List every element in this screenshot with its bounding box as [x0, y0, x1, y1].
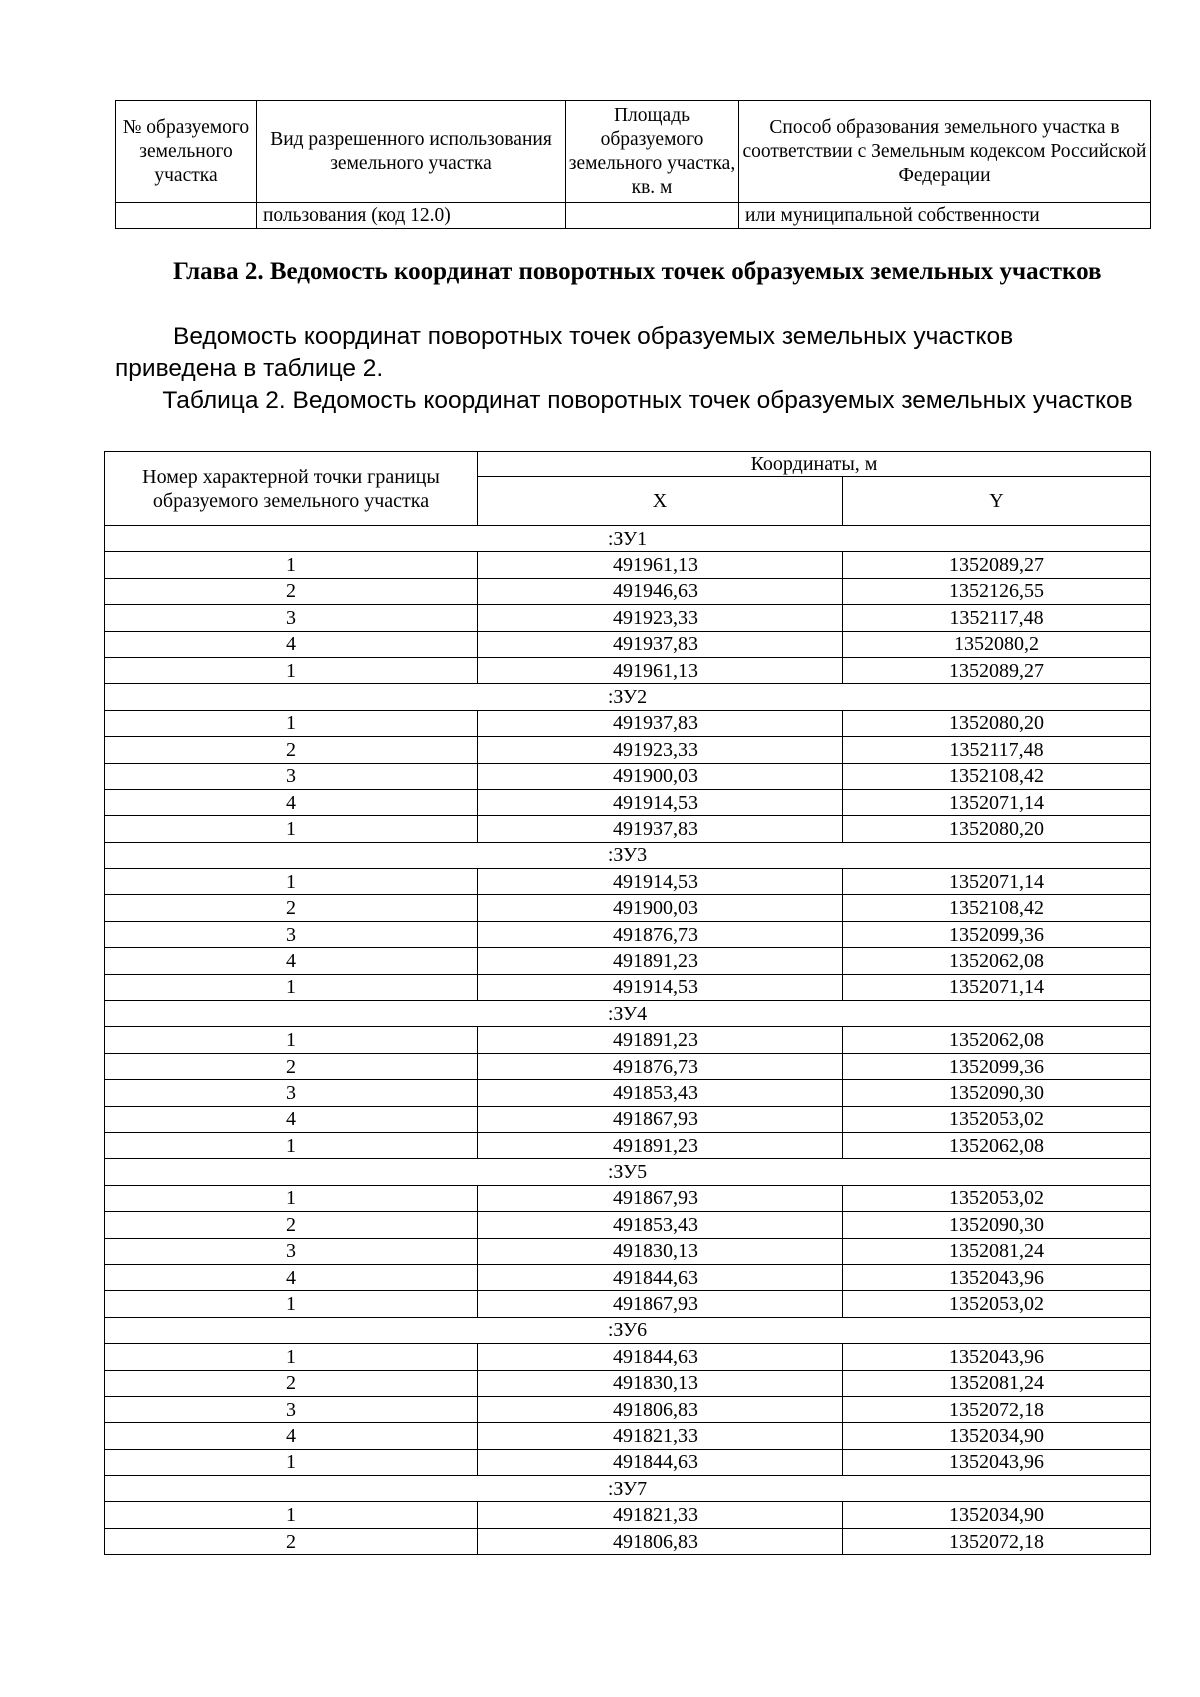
- table-row: [105, 1528, 1151, 1554]
- y-coordinate-cell: 1352080,20: [843, 816, 1151, 842]
- plot-group-label: :ЗУ3: [105, 842, 1151, 868]
- y-coordinate-cell: 1352089,27: [843, 552, 1151, 578]
- table-row: [105, 1080, 1151, 1106]
- table-cell: или муниципальной собственности: [739, 203, 1151, 229]
- point-number-cell: 1: [105, 1027, 478, 1053]
- point-number-cell: 1: [105, 816, 478, 842]
- x-coordinate-cell: 491867,93: [478, 1291, 843, 1317]
- table1-header-row: [116, 101, 1151, 203]
- point-number-cell: 4: [105, 948, 478, 974]
- x-coordinate-cell: 491830,13: [478, 1370, 843, 1396]
- point-number-cell: 3: [105, 1080, 478, 1106]
- x-coordinate-cell: 491806,83: [478, 1528, 843, 1554]
- y-coordinate-cell: 1352090,30: [843, 1212, 1151, 1238]
- table-row: [105, 1370, 1151, 1396]
- y-coordinate-cell: 1352071,14: [843, 974, 1151, 1000]
- x-coordinate-cell: 491844,63: [478, 1344, 843, 1370]
- table-cell: пользования (код 12.0): [257, 203, 566, 229]
- table-row: [116, 203, 1151, 229]
- plot-group-label: :ЗУ2: [105, 684, 1151, 710]
- table-row: [105, 763, 1151, 789]
- table-caption: Таблица 2. Ведомость координат поворотных точек образуемых земельных участков: [162, 387, 1133, 414]
- table-row: [105, 1344, 1151, 1370]
- plot-group-row: [105, 1159, 1151, 1185]
- x-coordinate-cell: 491806,83: [478, 1396, 843, 1422]
- plot-group-label: :ЗУ4: [105, 1001, 1151, 1027]
- y-coordinate-cell: 1352043,96: [843, 1449, 1151, 1475]
- x-coordinate-cell: 491853,43: [478, 1212, 843, 1238]
- x-coordinate-cell: 491844,63: [478, 1449, 843, 1475]
- header-formation-method: Способ образования земельного участка в соответствии с Земельным кодексом Российской Федерации: [739, 101, 1151, 203]
- table-row: [105, 737, 1151, 763]
- point-number-cell: 1: [105, 1344, 478, 1370]
- point-number-cell: 3: [105, 1238, 478, 1264]
- point-number-cell: 3: [105, 605, 478, 631]
- plot-group-label: :ЗУ1: [105, 526, 1151, 552]
- x-coordinate-cell: 491937,83: [478, 710, 843, 736]
- plot-group-row: [105, 1001, 1151, 1027]
- y-coordinate-cell: 1352117,48: [843, 737, 1151, 763]
- point-number-cell: 1: [105, 552, 478, 578]
- plot-group-row: [105, 684, 1151, 710]
- y-coordinate-cell: 1352099,36: [843, 921, 1151, 947]
- x-coordinate-cell: 491937,83: [478, 631, 843, 657]
- table-row: [105, 789, 1151, 815]
- table-row: [105, 605, 1151, 631]
- y-coordinate-cell: 1352108,42: [843, 763, 1151, 789]
- table-row: [105, 1238, 1151, 1264]
- header-plot-area: Площадь образуемого земельного участка, кв. м: [566, 101, 739, 203]
- point-number-cell: 2: [105, 578, 478, 604]
- x-coordinate-cell: 491891,23: [478, 1132, 843, 1158]
- table-row: [105, 1291, 1151, 1317]
- land-plots-table-continued: [115, 100, 1151, 229]
- point-number-cell: 2: [105, 1053, 478, 1079]
- y-coordinate-cell: 1352081,24: [843, 1238, 1151, 1264]
- table-row: [105, 710, 1151, 736]
- table-row: [105, 869, 1151, 895]
- header-point-number: Номер характерной точки границы образуемого земельного участка: [105, 452, 478, 526]
- point-number-cell: 1: [105, 869, 478, 895]
- point-number-cell: 2: [105, 895, 478, 921]
- x-coordinate-cell: 491853,43: [478, 1080, 843, 1106]
- point-number-cell: 4: [105, 1106, 478, 1132]
- y-coordinate-cell: 1352034,90: [843, 1423, 1151, 1449]
- point-number-cell: 2: [105, 1370, 478, 1396]
- y-coordinate-cell: 1352090,30: [843, 1080, 1151, 1106]
- table-row: [105, 895, 1151, 921]
- x-coordinate-cell: 491891,23: [478, 948, 843, 974]
- y-coordinate-cell: 1352043,96: [843, 1264, 1151, 1290]
- point-number-cell: 1: [105, 1291, 478, 1317]
- header-coordinates: Координаты, м: [478, 452, 1151, 477]
- point-number-cell: 1: [105, 1502, 478, 1528]
- x-coordinate-cell: 491961,13: [478, 552, 843, 578]
- y-coordinate-cell: 1352034,90: [843, 1502, 1151, 1528]
- y-coordinate-cell: 1352099,36: [843, 1053, 1151, 1079]
- point-number-cell: 2: [105, 1212, 478, 1238]
- y-coordinate-cell: 1352072,18: [843, 1528, 1151, 1554]
- y-coordinate-cell: 1352071,14: [843, 869, 1151, 895]
- plot-group-label: :ЗУ7: [105, 1476, 1151, 1502]
- table-row: [105, 921, 1151, 947]
- table2-header-row: [105, 452, 1151, 477]
- x-coordinate-cell: 491914,53: [478, 789, 843, 815]
- plot-group-row: [105, 1476, 1151, 1502]
- x-coordinate-cell: 491937,83: [478, 816, 843, 842]
- point-number-cell: 1: [105, 974, 478, 1000]
- plot-group-label: :ЗУ5: [105, 1159, 1151, 1185]
- y-coordinate-cell: 1352053,02: [843, 1291, 1151, 1317]
- x-coordinate-cell: 491867,93: [478, 1106, 843, 1132]
- y-coordinate-cell: 1352071,14: [843, 789, 1151, 815]
- x-coordinate-cell: 491830,13: [478, 1238, 843, 1264]
- x-coordinate-cell: 491821,33: [478, 1423, 843, 1449]
- table-row: [105, 552, 1151, 578]
- point-number-cell: 3: [105, 921, 478, 947]
- y-coordinate-cell: 1352062,08: [843, 948, 1151, 974]
- plot-group-row: [105, 842, 1151, 868]
- table-row: [105, 657, 1151, 683]
- header-plot-number: № образуемого земельного участка: [116, 101, 257, 203]
- point-number-cell: 3: [105, 1396, 478, 1422]
- x-coordinate-cell: 491923,33: [478, 605, 843, 631]
- point-number-cell: 4: [105, 789, 478, 815]
- table-row: [105, 1212, 1151, 1238]
- y-coordinate-cell: 1352062,08: [843, 1027, 1151, 1053]
- x-coordinate-cell: 491914,53: [478, 974, 843, 1000]
- point-number-cell: 2: [105, 1528, 478, 1554]
- x-coordinate-cell: 491867,93: [478, 1185, 843, 1211]
- point-number-cell: 3: [105, 763, 478, 789]
- table-row: [105, 1132, 1151, 1158]
- table-row: [105, 974, 1151, 1000]
- table-row: [105, 1106, 1151, 1132]
- y-coordinate-cell: 1352080,20: [843, 710, 1151, 736]
- coordinates-table-body: [105, 526, 1151, 1555]
- x-coordinate-cell: 491844,63: [478, 1264, 843, 1290]
- point-number-cell: 4: [105, 1264, 478, 1290]
- x-coordinate-cell: 491900,03: [478, 895, 843, 921]
- table-row: [105, 1027, 1151, 1053]
- table-row: [105, 1423, 1151, 1449]
- y-coordinate-cell: 1352043,96: [843, 1344, 1151, 1370]
- point-number-cell: 1: [105, 657, 478, 683]
- point-number-cell: 4: [105, 1423, 478, 1449]
- y-coordinate-cell: 1352081,24: [843, 1370, 1151, 1396]
- y-coordinate-cell: 1352053,02: [843, 1106, 1151, 1132]
- header-y: Y: [843, 477, 1151, 526]
- table-row: [105, 1396, 1151, 1422]
- point-number-cell: 1: [105, 1132, 478, 1158]
- x-coordinate-cell: 491876,73: [478, 921, 843, 947]
- x-coordinate-cell: 491914,53: [478, 869, 843, 895]
- table-row: [105, 578, 1151, 604]
- y-coordinate-cell: 1352108,42: [843, 895, 1151, 921]
- header-x: X: [478, 477, 843, 526]
- coordinates-table: [104, 451, 1151, 1555]
- table-row: [105, 1449, 1151, 1475]
- x-coordinate-cell: 491961,13: [478, 657, 843, 683]
- table-row: [105, 1185, 1151, 1211]
- point-number-cell: 2: [105, 737, 478, 763]
- table-row: [105, 1264, 1151, 1290]
- intro-paragraph: Ведомость координат поворотных точек образуемых земельных участков приведена в таблице 2.: [115, 323, 1014, 382]
- table-row: [105, 1053, 1151, 1079]
- y-coordinate-cell: 1352053,02: [843, 1185, 1151, 1211]
- x-coordinate-cell: 491900,03: [478, 763, 843, 789]
- y-coordinate-cell: 1352089,27: [843, 657, 1151, 683]
- point-number-cell: 1: [105, 710, 478, 736]
- point-number-cell: 1: [105, 1449, 478, 1475]
- plot-group-row: [105, 526, 1151, 552]
- table-row: [105, 948, 1151, 974]
- y-coordinate-cell: 1352072,18: [843, 1396, 1151, 1422]
- point-number-cell: 4: [105, 631, 478, 657]
- table-cell: [116, 203, 257, 229]
- y-coordinate-cell: 1352080,2: [843, 631, 1151, 657]
- y-coordinate-cell: 1352062,08: [843, 1132, 1151, 1158]
- x-coordinate-cell: 491923,33: [478, 737, 843, 763]
- plot-group-row: [105, 1317, 1151, 1343]
- table-row: [105, 1502, 1151, 1528]
- header-permitted-use: Вид разрешенного использования земельного участка: [257, 101, 566, 203]
- x-coordinate-cell: 491876,73: [478, 1053, 843, 1079]
- plot-group-label: :ЗУ6: [105, 1317, 1151, 1343]
- x-coordinate-cell: 491946,63: [478, 578, 843, 604]
- chapter-heading: Глава 2. Ведомость координат поворотных точек образуемых земельных участков: [173, 258, 1102, 285]
- table-cell: [566, 203, 739, 229]
- table-row: [105, 816, 1151, 842]
- table-row: [105, 631, 1151, 657]
- x-coordinate-cell: 491891,23: [478, 1027, 843, 1053]
- x-coordinate-cell: 491821,33: [478, 1502, 843, 1528]
- point-number-cell: 1: [105, 1185, 478, 1211]
- y-coordinate-cell: 1352126,55: [843, 578, 1151, 604]
- y-coordinate-cell: 1352117,48: [843, 605, 1151, 631]
